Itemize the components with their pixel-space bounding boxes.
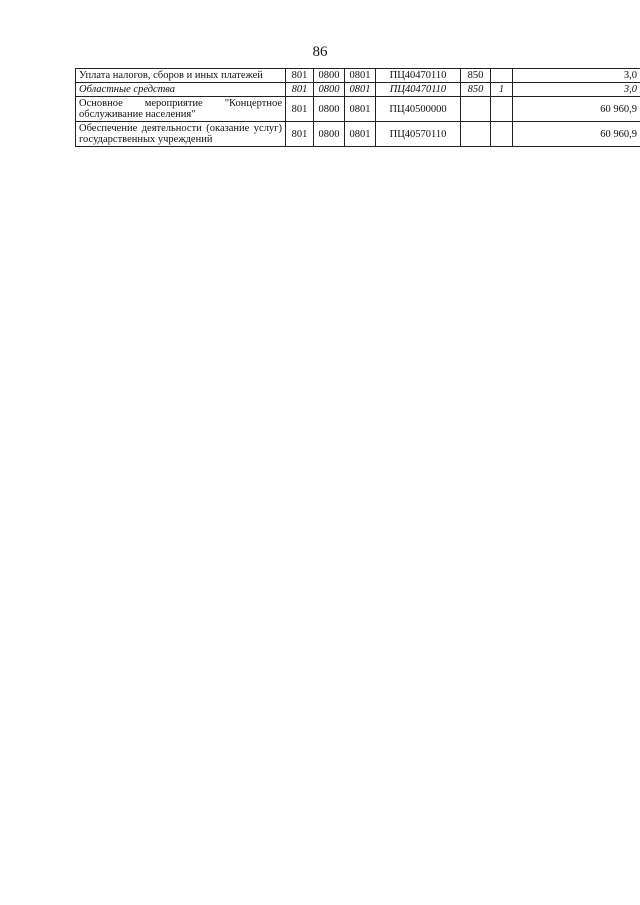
section-code-cell: 801 [286, 83, 314, 97]
subsection-code-cell: 0800 [314, 97, 345, 122]
expense-type-cell [461, 97, 491, 122]
target-article-cell: ПЦ40570110 [376, 122, 461, 147]
funding-source-cell [491, 69, 513, 83]
section-code-cell: 801 [286, 122, 314, 147]
target-article-cell: ПЦ40470110 [376, 69, 461, 83]
subsection-code-2-cell: 0801 [345, 122, 376, 147]
expense-type-cell: 850 [461, 69, 491, 83]
table-row [76, 122, 640, 147]
target-article-cell: ПЦ40470110 [376, 83, 461, 97]
row-name-cell: Областные средства [76, 83, 286, 97]
row-name-cell: Обеспечение деятельности (оказание услуг) государственных учреждений [76, 122, 286, 147]
budget-table-body [76, 69, 640, 147]
amount-cell: 3,0 [513, 83, 640, 97]
subsection-code-cell: 0800 [314, 122, 345, 147]
section-code-cell: 801 [286, 69, 314, 83]
section-code-cell: 801 [286, 97, 314, 122]
subsection-code-cell: 0800 [314, 83, 345, 97]
expense-type-cell: 850 [461, 83, 491, 97]
table-row-regional-funds [76, 83, 640, 97]
row-name-cell: Уплата налогов, сборов и иных платежей [76, 69, 286, 83]
amount-cell: 60 960,9 [513, 97, 640, 122]
subsection-code-2-cell: 0801 [345, 83, 376, 97]
expense-type-cell [461, 122, 491, 147]
page-number: 86 [312, 44, 328, 60]
row-name-cell: Основное мероприятие "Концертное обслуживание населения" [76, 97, 286, 122]
funding-source-cell: 1 [491, 83, 513, 97]
amount-cell: 3,0 [513, 69, 640, 83]
subsection-code-cell: 0800 [314, 69, 345, 83]
table-row [76, 97, 640, 122]
funding-source-cell [491, 97, 513, 122]
budget-table [75, 68, 640, 147]
target-article-cell: ПЦ40500000 [376, 97, 461, 122]
amount-cell: 60 960,9 [513, 122, 640, 147]
table-row [76, 69, 640, 83]
subsection-code-2-cell: 0801 [345, 97, 376, 122]
subsection-code-2-cell: 0801 [345, 69, 376, 83]
funding-source-cell [491, 122, 513, 147]
